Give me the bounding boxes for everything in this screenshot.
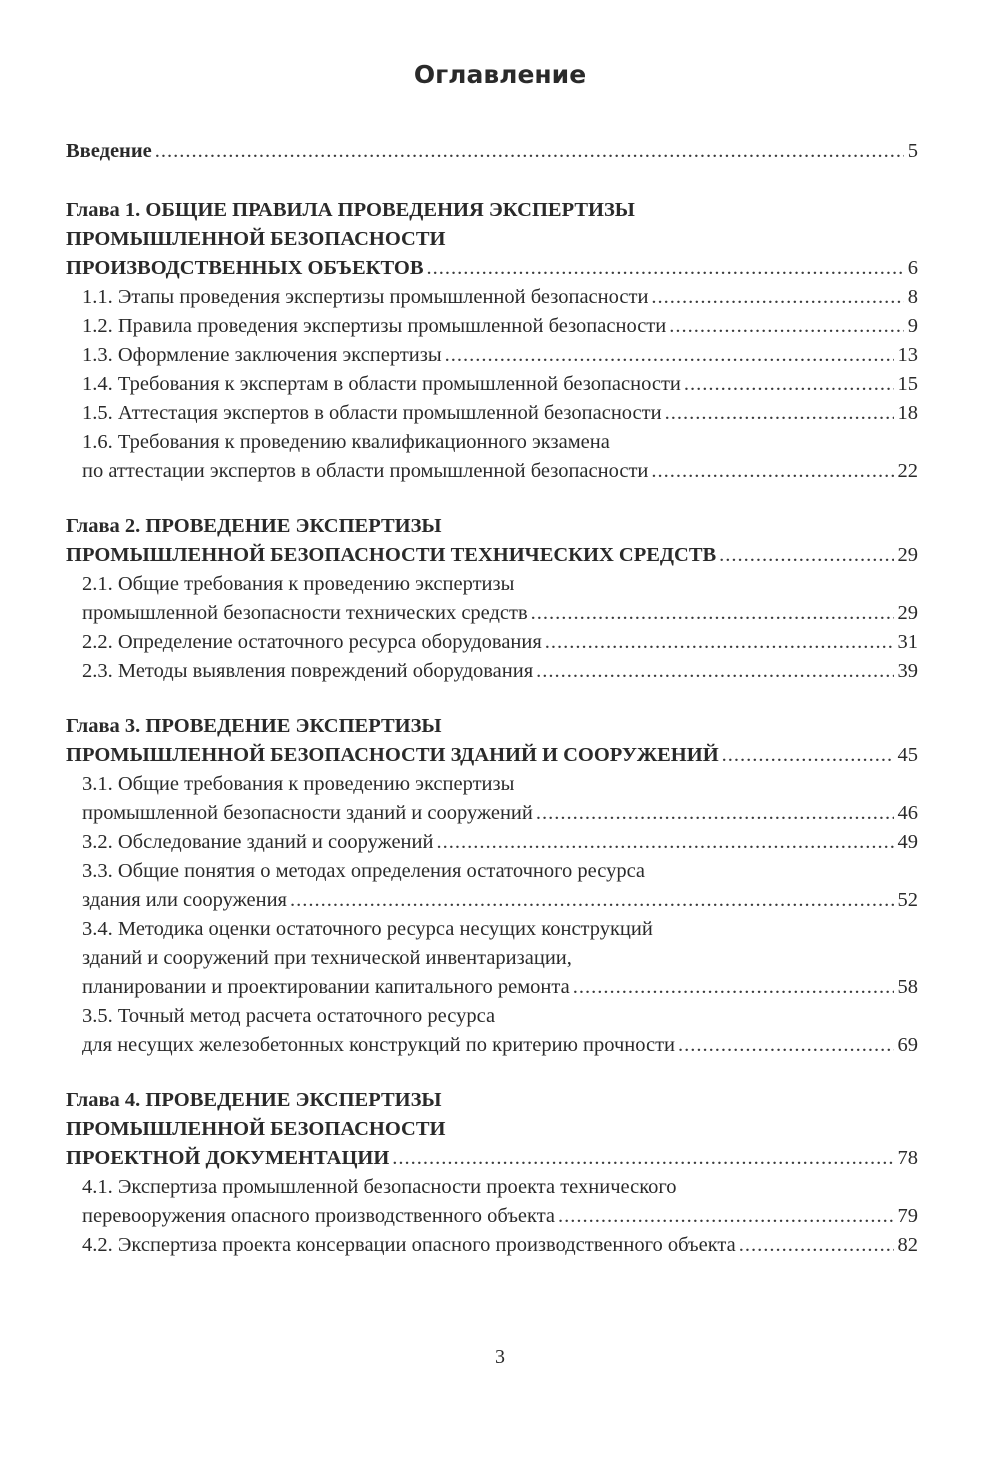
section-1-2[interactable]: 1.2. Правила проведения экспертизы промышленной безопасности ..... 9	[66, 312, 918, 341]
toc-page-number: 15	[897, 373, 918, 395]
section-3-2[interactable]: 3.2. Обследование зданий и сооружений ..... 49	[66, 828, 918, 857]
section-1-5[interactable]: 1.5. Аттестация экспертов в области промышленной безопасности ..... 18	[66, 399, 918, 428]
dot-leader	[739, 1231, 894, 1260]
dot-leader	[427, 254, 904, 283]
chapter-2	[66, 512, 918, 686]
section-1-6[interactable]: 1.6. Требования к проведению квалификационного экзамена	[82, 431, 610, 453]
dot-leader	[155, 137, 904, 166]
section-3-5[interactable]: 3.5. Точный метод расчета остаточного ресурса	[82, 1005, 496, 1027]
chapter-heading-line[interactable]: ПРОЕКТНОЙ ДОКУМЕНТАЦИИ ..... 78	[66, 1144, 918, 1173]
section-4-1-cont[interactable]: перевооружения опасного производственного объекта ..... 79	[66, 1202, 918, 1231]
dot-leader	[573, 973, 894, 1002]
chapter-heading-line[interactable]: Глава 3. ПРОВЕДЕНИЕ ЭКСПЕРТИЗЫ	[66, 715, 442, 737]
dot-leader	[436, 828, 893, 857]
section-2-1[interactable]: 2.1. Общие требования к проведению экспертизы	[82, 573, 515, 595]
toc-page-number: 29	[897, 602, 918, 624]
toc-page-number: 49	[897, 831, 918, 853]
section-3-1[interactable]: 3.1. Общие требования к проведению экспертизы	[82, 773, 515, 795]
chapter-heading-line[interactable]: Глава 2. ПРОВЕДЕНИЕ ЭКСПЕРТИЗЫ	[66, 515, 442, 537]
toc-page-number: 39	[897, 660, 918, 682]
section-1-6-cont[interactable]: по аттестации экспертов в области промышленной безопасности ..... 22	[66, 457, 918, 486]
dot-leader	[684, 370, 894, 399]
toc-page-number: 29	[897, 544, 918, 566]
section-3-1-cont[interactable]: промышленной безопасности зданий и сооружений ..... 46	[66, 799, 918, 828]
section-3-3-cont[interactable]: здания или сооружения ..... 52	[66, 886, 918, 915]
toc-page-number: 45	[897, 744, 918, 766]
chapter-heading-line[interactable]: Глава 1. ОБЩИЕ ПРАВИЛА ПРОВЕДЕНИЯ ЭКСПЕРТИЗЫ	[66, 199, 635, 221]
toc-page-number: 31	[897, 631, 918, 653]
section-1-3[interactable]: 1.3. Оформление заключения экспертизы ..... 13	[66, 341, 918, 370]
dot-leader	[545, 628, 894, 657]
toc-entry-text: Введение	[66, 140, 152, 162]
toc-page-number: 58	[897, 976, 918, 998]
table-of-contents	[66, 137, 918, 1260]
section-3-3[interactable]: 3.3. Общие понятия о методах определения остаточного ресурса	[82, 860, 646, 882]
toc-page-number: 8	[907, 286, 918, 308]
section-2-1-cont[interactable]: промышленной безопасности технических средств ..... 29	[66, 599, 918, 628]
toc-entry-intro[interactable]	[66, 137, 918, 166]
dot-leader	[445, 341, 894, 370]
dot-leader	[536, 657, 893, 686]
chapter-3	[66, 712, 918, 1060]
toc-page-number: 46	[897, 802, 918, 824]
toc-page-number: 6	[907, 257, 918, 279]
toc-page-number: 52	[897, 889, 918, 911]
section-4-1[interactable]: 4.1. Экспертиза промышленной безопасности проекта технического	[82, 1176, 677, 1198]
toc-page-number: 5	[907, 140, 918, 162]
dot-leader	[651, 457, 893, 486]
chapter-heading-line[interactable]: ПРОМЫШЛЕННОЙ БЕЗОПАСНОСТИ ЗДАНИЙ И СООРУЖЕНИЙ ..... 45	[66, 741, 918, 770]
section-3-4-cont[interactable]: зданий и сооружений при технической инвентаризации,	[82, 947, 572, 969]
dot-leader	[531, 599, 894, 628]
section-2-3[interactable]: 2.3. Методы выявления повреждений оборудования ..... 39	[66, 657, 918, 686]
dot-leader	[678, 1031, 893, 1060]
dot-leader	[558, 1202, 893, 1231]
toc-page-number: 18	[897, 402, 918, 424]
dot-leader	[669, 312, 904, 341]
page-title: Оглавление	[413, 60, 587, 89]
dot-leader	[651, 283, 903, 312]
page-number: 3	[495, 1346, 505, 1368]
section-4-2[interactable]: 4.2. Экспертиза проекта консервации опасного производственного объекта ..... 82	[66, 1231, 918, 1260]
section-1-1[interactable]: 1.1. Этапы проведения экспертизы промышленной безопасности ..... 8	[66, 283, 918, 312]
chapter-4	[66, 1086, 918, 1260]
toc-page-number: 13	[897, 344, 918, 366]
toc-page-number: 78	[897, 1147, 918, 1169]
toc-page-number: 79	[897, 1205, 918, 1227]
section-3-5-cont[interactable]: для несущих железобетонных конструкций по критерию прочности ..... 69	[66, 1031, 918, 1060]
dot-leader	[722, 741, 894, 770]
chapter-heading-line[interactable]: ПРОМЫШЛЕННОЙ БЕЗОПАСНОСТИ	[66, 1118, 446, 1140]
chapter-heading-line[interactable]: ПРОИЗВОДСТВЕННЫХ ОБЪЕКТОВ ..... 6	[66, 254, 918, 283]
section-2-2[interactable]: 2.2. Определение остаточного ресурса оборудования ..... 31	[66, 628, 918, 657]
dot-leader	[665, 399, 894, 428]
chapter-heading-line[interactable]: ПРОМЫШЛЕННОЙ БЕЗОПАСНОСТИ ТЕХНИЧЕСКИХ СРЕДСТВ ..... 29	[66, 541, 918, 570]
toc-page-number: 69	[897, 1034, 918, 1056]
toc-page-number: 9	[907, 315, 918, 337]
dot-leader	[392, 1144, 893, 1173]
chapter-1	[66, 196, 918, 486]
dot-leader	[290, 886, 894, 915]
section-1-4[interactable]: 1.4. Требования к экспертам в области промышленной безопасности ..... 15	[66, 370, 918, 399]
section-3-4[interactable]: 3.4. Методика оценки остаточного ресурса несущих конструкций	[82, 918, 653, 940]
chapter-heading-line[interactable]: ПРОМЫШЛЕННОЙ БЕЗОПАСНОСТИ	[66, 228, 446, 250]
section-3-4-cont[interactable]: планировании и проектировании капитального ремонта ..... 58	[66, 973, 918, 1002]
dot-leader	[536, 799, 894, 828]
chapter-heading-line[interactable]: Глава 4. ПРОВЕДЕНИЕ ЭКСПЕРТИЗЫ	[66, 1089, 442, 1111]
toc-page-number: 82	[897, 1234, 918, 1256]
toc-page-number: 22	[897, 460, 918, 482]
dot-leader	[719, 541, 893, 570]
